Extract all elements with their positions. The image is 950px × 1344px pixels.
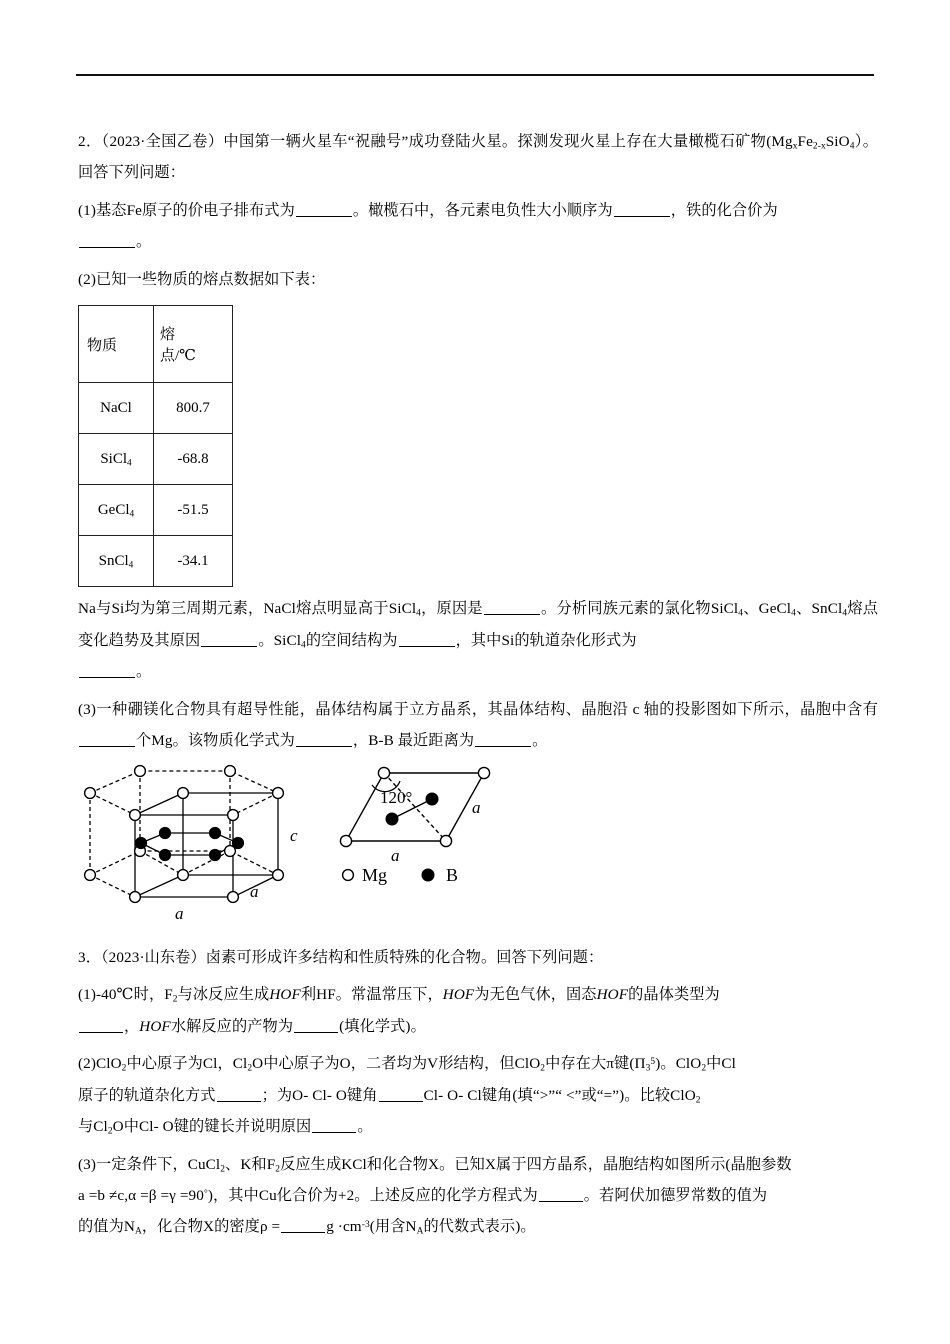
question-3-part-3: (3)一定条件下，CuCl$_2$、K和$F_2$反应生成KCl和化合物X。已知X属于四方晶系，晶胞结构如图所示(晶胞参数 a =b ≠c,α =β =γ =90°)，其中Cu化合价为+2。上述反应的化学方程式为 。若阿伏加德罗常数的值为 的值为$N_A$，化合物X的密度$\rho = g \cdot cm^{-3}$(用含$N_A$的代数式表示)。 — [78, 1155, 792, 1238]
legend-mg-open-circle-icon — [343, 869, 354, 880]
cucl2-symbol: CuCl$_2$ — [187, 1155, 226, 1175]
b-atom — [209, 849, 220, 860]
olivine-formula: $Mg_xFe_{2-x}SiO_4$ — [771, 133, 855, 152]
b-atom — [135, 837, 146, 848]
hf-symbol: HF — [316, 986, 336, 1004]
q2-p1-text-5: 。 — [136, 233, 152, 251]
question-2-part-1 — [78, 195, 878, 258]
answer-blank[interactable] — [79, 247, 135, 248]
answer-blank[interactable] — [217, 1101, 261, 1102]
mg-atom — [273, 869, 284, 880]
answer-blank[interactable] — [79, 746, 135, 747]
delocalized-pi-notation: $(\Pi_3^5)$ — [629, 1055, 661, 1074]
b-atom — [386, 813, 398, 825]
hof-symbol: HOF — [442, 986, 475, 1004]
answer-blank[interactable] — [475, 746, 531, 747]
answer-blank[interactable] — [484, 614, 540, 615]
answer-blank[interactable] — [379, 1101, 423, 1102]
mg-symbol: Mg — [151, 732, 173, 750]
document-body — [78, 126, 878, 1249]
sicl4-symbol: SiCl$_4$ — [388, 600, 421, 619]
compound-x-symbol: X — [203, 1218, 215, 1236]
table-cell-melting-point: -68.8 — [154, 434, 233, 485]
table-row — [79, 536, 233, 587]
q3-source: （2023·山东卷） — [100, 948, 206, 966]
mgb2-crystal-structure-figure — [78, 763, 498, 928]
table-cell-substance: SnCl$_4$ — [79, 536, 154, 587]
pi-symbol: π — [606, 1055, 615, 1073]
question-3-stem — [78, 942, 878, 973]
boron-hexagon-bonds — [141, 833, 238, 855]
q3-p1-label: (1) — [78, 986, 97, 1004]
axis-label-a-front: a — [175, 903, 184, 923]
compound-x-symbol: X — [484, 1155, 497, 1173]
table-row — [79, 383, 233, 434]
table-row — [79, 485, 233, 536]
less-than-option: “ <” — [555, 1086, 582, 1104]
q3-p3-label: (3) — [78, 1155, 97, 1173]
mg-atom — [273, 787, 284, 798]
q2-p1-text-4: ，铁的化合价为 — [670, 201, 778, 219]
f2-symbol: $F_2$ — [266, 1155, 281, 1175]
clo2-symbol: ClO$_2$ — [96, 1055, 127, 1074]
q3-p2-label: (2) — [78, 1055, 97, 1073]
table-header-mp-line2: 点/℃ — [160, 348, 196, 365]
angle-label-120: 120° — [380, 787, 413, 807]
answer-blank[interactable] — [79, 677, 135, 678]
q2-p1-label: (1) — [78, 201, 97, 219]
mg-atom — [478, 767, 489, 778]
hof-symbol: HOF — [139, 1017, 171, 1035]
b-atom — [159, 827, 170, 838]
v-shape-letter: V — [427, 1055, 439, 1073]
mg-atom — [340, 835, 351, 846]
mg-atom — [85, 787, 96, 798]
answer-blank[interactable] — [296, 746, 352, 747]
question-2-part-2-intro — [78, 264, 878, 295]
mg-atom — [135, 765, 146, 776]
mg-atom — [228, 809, 239, 820]
density-unit: $g \cdot cm^{-3}$ — [326, 1218, 370, 1236]
q2-p1-text-3: 。橄榄石中，各元素电负性大小顺序为 — [352, 201, 613, 219]
hof-symbol: HOF — [269, 986, 301, 1004]
cl-o-cl-bond-angle: Cl- O- Cl — [423, 1086, 482, 1104]
q2-p2-label: (2) — [78, 270, 97, 288]
q2-p1-text-2: 原子的价电子排布式为 — [141, 201, 295, 219]
b-atom — [159, 849, 170, 860]
melting-point-table — [78, 305, 233, 587]
q2-stem-text-b: ）。回答下列问题： — [78, 133, 879, 182]
sicl4-symbol: SiCl$_4$ — [273, 631, 306, 651]
o-cl-o-bond-angle: O- Cl- O — [292, 1086, 347, 1104]
o-symbol: O — [339, 1055, 351, 1073]
equals-option: “=” — [596, 1086, 620, 1104]
nacl-symbol: NaCl — [263, 600, 296, 618]
q3-stem-text: 卤素可形成许多结构和性质特殊的化合物。回答下列问题： — [205, 948, 604, 966]
q2-p2-text: 已知一些物质的熔点数据如下表： — [96, 270, 326, 288]
greater-than-option: “>” — [532, 1086, 556, 1104]
legend-b-filled-circle-icon — [422, 869, 434, 881]
table-header-substance: 物质 — [79, 306, 154, 383]
c-axis-projection — [340, 767, 489, 885]
melting-point-table-wrapper — [78, 305, 878, 587]
figure-legend — [343, 865, 458, 885]
table-cell-melting-point: 800.7 — [154, 383, 233, 434]
mgb2-figure-row — [78, 763, 878, 928]
table-cell-substance: SiCl$_4$ — [79, 434, 154, 485]
axis-label-c: c — [290, 825, 298, 845]
table-header-melting-point — [154, 306, 233, 383]
table-header-mp-line1: 熔 — [160, 327, 176, 344]
q2-stem-text-a: 中国第一辆火星车“祝融号”成功登陆火星。探测发现火星上存在大量橄榄石矿物( — [223, 133, 772, 150]
mg-atom — [178, 787, 189, 798]
si-symbol: Si — [111, 600, 125, 618]
compound-x-symbol: X — [428, 1155, 440, 1173]
q2-source: （2023·全国乙卷） — [101, 133, 224, 150]
cu-symbol: Cu — [258, 1186, 277, 1204]
kcl-symbol: KCl — [341, 1155, 367, 1173]
answer-blank[interactable] — [79, 1032, 123, 1033]
table-header-row — [79, 306, 233, 383]
table-row — [79, 434, 233, 485]
mg-atom — [440, 835, 451, 846]
cl2o-symbol: $Cl_2O$ — [232, 1055, 264, 1074]
mg-atom — [178, 869, 189, 880]
answer-blank[interactable] — [312, 1132, 356, 1133]
table-cell-substance: NaCl — [79, 383, 154, 434]
question-2-stem — [78, 126, 878, 189]
q2-p3-label: (3) — [78, 700, 97, 718]
avogadro-constant: $N_A$ — [123, 1218, 142, 1238]
f2-symbol: $F_2$ — [164, 986, 178, 1005]
answer-blank[interactable] — [201, 646, 257, 647]
mg-atom — [130, 809, 141, 820]
q3-number: 3． — [78, 948, 101, 966]
legend-label-mg: Mg — [362, 864, 388, 885]
b-atom — [232, 837, 243, 848]
q2-p3-text-1: 一种硼镁化合物具有超导性能，晶体结构属于立方晶系，其晶体结构、晶胞沿 c 轴的投影图如下所示，晶胞中含有 — [96, 700, 878, 718]
b-atom — [209, 827, 220, 838]
q2-p1-text-1: 基态 — [96, 201, 127, 219]
cl2o-symbol: $Cl_2O$ — [93, 1118, 124, 1137]
question-2-part-3: (3)一种硼镁化合物具有超导性能，晶体结构属于立方晶系，其晶体结构、晶胞沿 c 轴的投影图如下所示，晶胞中含有个Mg。该物质化学式为 ，B-B 最近距离为 。 — [78, 700, 878, 750]
question-3-part-1: (1)-40℃时，$F_2$与冰反应生成HOF利HF。常温常压下，HOF为无色气休，固态HOF的晶体类型为 ，HOF水解反应的产物为 (填化学式)。 — [78, 986, 720, 1035]
axis-label-a-right: a — [250, 881, 259, 901]
answer-blank[interactable] — [281, 1232, 325, 1233]
mg-atom — [85, 869, 96, 880]
k-symbol: K — [240, 1155, 252, 1173]
sncl4-symbol: SnCl$_4$ — [811, 600, 848, 619]
question-2-part-2-body: Na与Si均为第三周期元素，NaCl熔点明显高于SiCl$_4$，原因是 。分析同族元素的氯化物SiCl$_4$、GeCl$_4$、SnCl$_4$熔点变化趋势及其原因 。SiCl$_4$的空间结构为 ，其中Si的轨道杂化形式为 。 — [78, 600, 878, 681]
b-atom — [426, 793, 438, 805]
table-cell-melting-point: -51.5 — [154, 485, 233, 536]
question-3-part-2: (2)ClO$_2$中心原子为Cl，$Cl_2O$中心原子为O，二者均为V形结构，但ClO$_2$中存在大π键$(\Pi_3^5)$。ClO$_2$中Cl 原子的轨道杂化方式 ；为O- Cl- O键角 Cl- O- Cl键角(填“>”“ <”或“=”)。比较ClO$_2$ 与$Cl_2O$中Cl- O键的键长并说明原因 。 — [78, 1055, 736, 1137]
answer-blank[interactable] — [296, 216, 352, 217]
lattice-parameters: a =b ≠c,α =β =γ =90° — [78, 1186, 208, 1204]
gecl4-symbol: GeCl$_4$ — [758, 600, 796, 619]
mg-atom — [130, 891, 141, 902]
answer-blank[interactable] — [294, 1032, 338, 1033]
clo2-symbol: ClO$_2$ — [675, 1055, 707, 1074]
header-divider-rule — [76, 74, 874, 76]
na-symbol: Na — [78, 600, 96, 618]
table-cell-substance: GeCl$_4$ — [79, 485, 154, 536]
hof-symbol: HOF — [596, 986, 629, 1004]
cl-symbol: Cl — [721, 1055, 736, 1073]
answer-blank[interactable] — [614, 216, 670, 217]
fe-symbol: Fe — [126, 201, 142, 219]
avogadro-constant: $N_A$ — [405, 1218, 424, 1238]
projection-label-a-bottom: a — [391, 845, 400, 865]
answer-blank[interactable] — [399, 646, 455, 647]
mg-atom — [378, 767, 389, 778]
sicl4-symbol: SiCl$_4$ — [710, 600, 744, 619]
mg-atom — [225, 765, 236, 776]
clo2-symbol: ClO$_2$ — [514, 1055, 546, 1074]
q2-number: 2． — [78, 133, 102, 150]
clo2-symbol: ClO$_2$ — [670, 1086, 701, 1106]
mg-atom — [228, 891, 239, 902]
projection-label-a-right: a — [472, 797, 481, 817]
cl-symbol: Cl — [202, 1055, 218, 1073]
answer-blank[interactable] — [539, 1201, 583, 1202]
table-cell-melting-point: -34.1 — [154, 536, 233, 587]
legend-label-b: B — [446, 864, 459, 885]
si-symbol: Si — [501, 631, 515, 649]
cl-o-bond: Cl- O — [139, 1118, 174, 1136]
